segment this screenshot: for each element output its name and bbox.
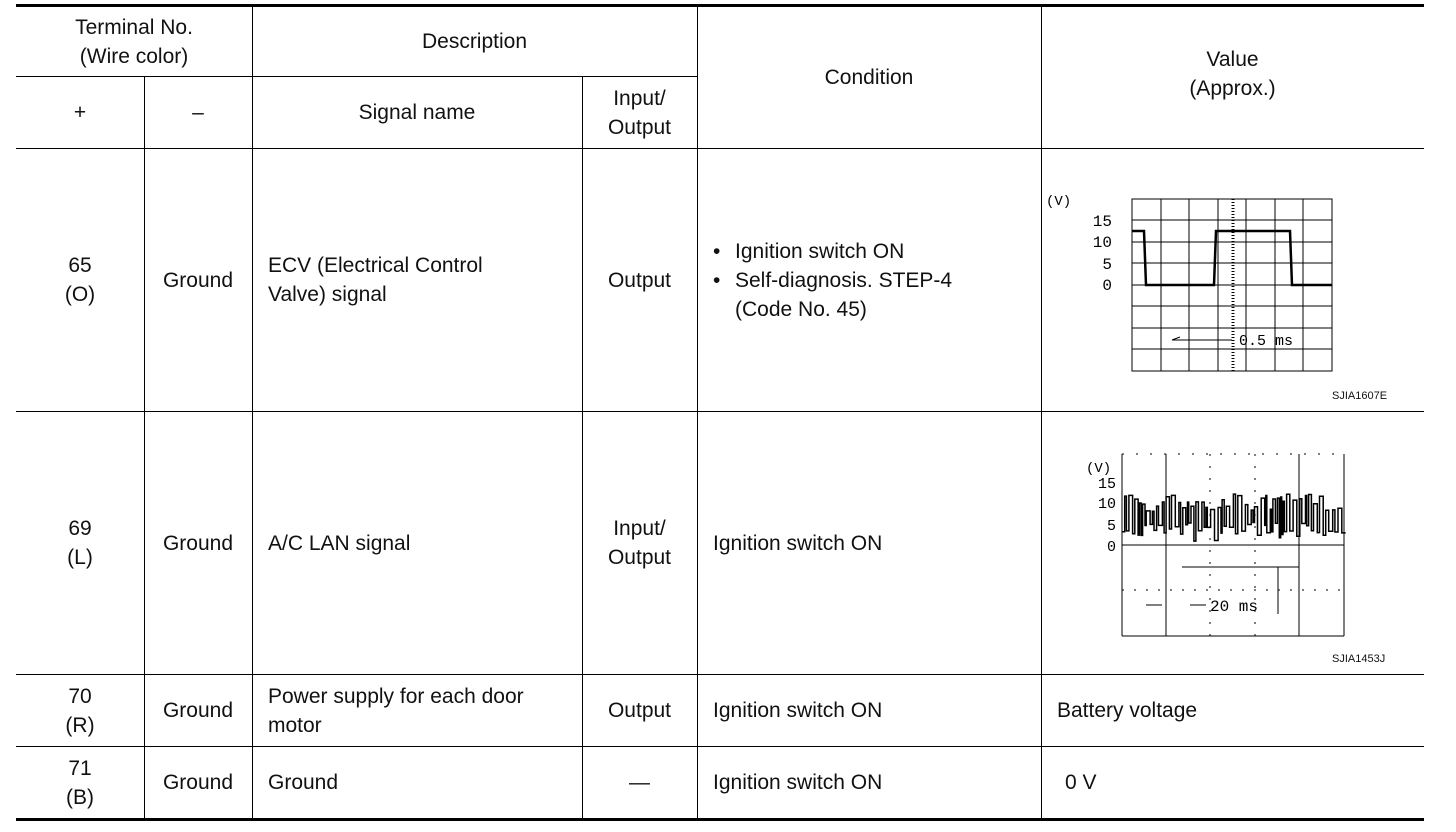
row-71-minus [144, 747, 252, 818]
signal-name-line2: Valve) signal [268, 283, 387, 306]
io-type-line1: Input/ [613, 517, 666, 540]
table-bottom-border [16, 818, 1424, 821]
row-65-minus [144, 149, 252, 411]
terminal-table [16, 4, 1424, 821]
waveform-ytick: 0 [1106, 539, 1116, 556]
row-65-terminal [16, 149, 144, 411]
header-condition [697, 7, 1041, 148]
terminal-number: 71 [68, 756, 92, 780]
io-type: Output [607, 699, 672, 722]
row-71-io [582, 747, 697, 818]
row-71-terminal [16, 747, 144, 818]
header-description-label: Description [421, 30, 528, 53]
header-io-line2: Output [607, 115, 672, 139]
header-terminal-no-label: Terminal No. [75, 15, 193, 39]
value-text: Battery voltage [1057, 699, 1198, 722]
row-70-signal [252, 675, 582, 746]
value-text: 0 V [1065, 771, 1097, 794]
header-signal-name [252, 77, 582, 148]
row-65-waveform-cell [1042, 149, 1424, 411]
header-plus-label: + [73, 101, 87, 124]
waveform-unit: (V) [1086, 461, 1112, 477]
header-minus [144, 77, 252, 148]
waveform-ytick: 15 [1092, 213, 1112, 231]
row-71-condition [697, 747, 1041, 818]
signal-name: Ground [268, 771, 339, 794]
figure-id: SJIA1453J [1332, 653, 1386, 665]
signal-name-line1: Power supply for each door [268, 684, 524, 708]
row-69-terminal [16, 412, 144, 674]
wire-color: (L) [67, 546, 93, 569]
signal-name-line2: motor [268, 713, 322, 737]
signal-name: A/C LAN signal [268, 531, 411, 555]
condition-bullet: Ignition switch ON [735, 239, 905, 263]
header-description [252, 7, 697, 76]
row-70-minus [144, 675, 252, 746]
waveform-ytick: 10 [1097, 496, 1116, 513]
condition-bullet-continuation: (Code No. 45) [735, 297, 867, 321]
minus-terminal: Ground [162, 771, 234, 794]
row-65-signal [252, 149, 582, 411]
row-70-io [582, 675, 697, 746]
row-69-signal [252, 412, 582, 674]
waveform-unit: (V) [1046, 194, 1072, 210]
condition-bullet: Self-diagnosis. STEP-4 [735, 268, 953, 292]
row-69-io [582, 412, 697, 674]
header-signal-name-label: Signal name [358, 101, 476, 124]
waveform-ytick: 0 [1102, 277, 1112, 295]
terminal-number: 69 [68, 517, 92, 540]
row-71-value [1041, 747, 1424, 818]
minus-terminal: Ground [162, 268, 234, 292]
ecv-waveform [1042, 149, 1424, 411]
header-condition-label: Condition [824, 66, 914, 89]
row-65-condition: • Ignition switch ON • Self-diagnosis. STEP-4 (Code No. 45) [697, 149, 1041, 411]
waveform-ytick: 5 [1106, 518, 1116, 535]
wire-color: (O) [64, 283, 96, 306]
io-type: Output [607, 268, 672, 292]
header-minus-label: – [192, 101, 204, 124]
row-65-io [582, 149, 697, 411]
waveform-timebase: 0.5 ms [1239, 333, 1294, 350]
header-plus [16, 77, 144, 148]
header-wire-color-label: (Wire color) [79, 44, 189, 68]
row-70-value [1041, 675, 1424, 746]
row-69-condition [697, 412, 1041, 674]
io-type-line2: Output [607, 546, 672, 569]
condition-text: Ignition switch ON [713, 771, 883, 794]
row-70-terminal [16, 675, 144, 746]
ac-lan-waveform [1042, 412, 1424, 674]
terminal-number: 65 [68, 254, 92, 277]
condition-text: Ignition switch ON [713, 699, 883, 722]
signal-name-line1: ECV (Electrical Control [268, 254, 483, 277]
figure-id: SJIA1607E [1332, 390, 1388, 402]
minus-terminal: Ground [162, 531, 234, 555]
lan-signal-trace [1122, 494, 1346, 541]
waveform-ytick: 10 [1092, 234, 1112, 252]
row-71-signal [252, 747, 582, 818]
header-approx-label: (Approx.) [1189, 77, 1276, 100]
minus-terminal: Ground [162, 699, 234, 722]
header-input-output [582, 77, 697, 148]
condition-text: Ignition switch ON [713, 531, 883, 555]
waveform-ytick: 15 [1097, 476, 1116, 493]
wire-color: (R) [65, 713, 95, 737]
waveform-ytick: 5 [1102, 256, 1112, 274]
row-69-waveform-cell [1042, 412, 1424, 674]
header-terminal-no [16, 7, 252, 76]
io-type: — [629, 771, 650, 794]
header-value [1041, 7, 1424, 148]
waveform-timebase: 20 ms [1210, 598, 1259, 616]
row-69-minus [144, 412, 252, 674]
header-value-label: Value [1206, 48, 1259, 71]
wire-color: (B) [66, 785, 94, 809]
header-io-line1: Input/ [613, 86, 666, 110]
terminal-number: 70 [68, 684, 92, 708]
row-70-condition [697, 675, 1041, 746]
